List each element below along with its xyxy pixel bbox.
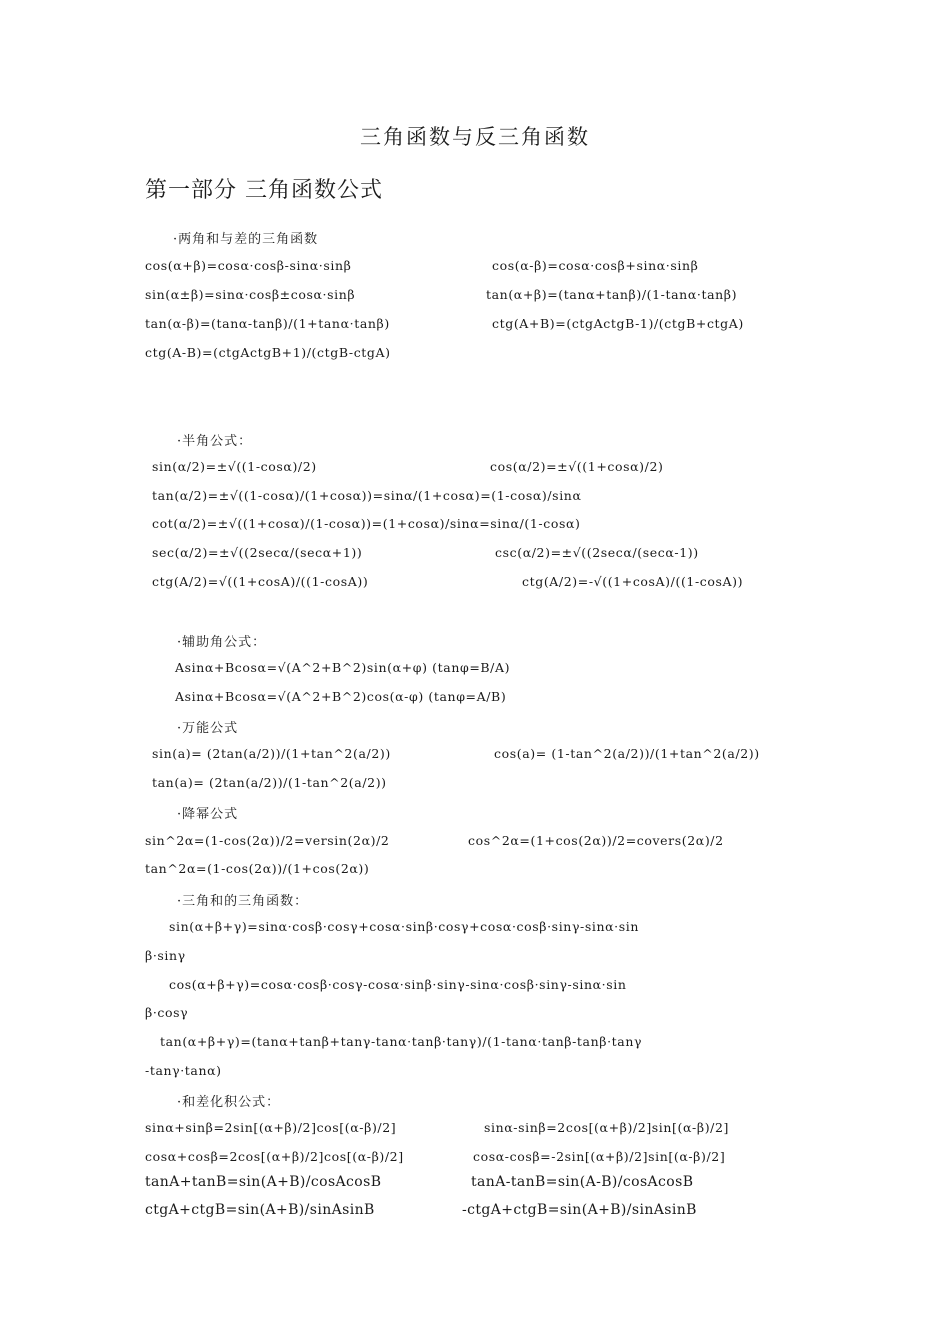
formula-line: β·sinγ xyxy=(145,948,186,963)
formula-line: ctg(A/2)=√((1+cosA)/((1-cosA)) xyxy=(152,574,369,589)
formula-line: tan(α/2)=±√((1-cosα)/(1+cosα))=sinα/(1+cosα)=(1-cosα)/sinα xyxy=(152,488,582,503)
formula-line: cot(α/2)=±√((1+cosα)/(1-cosα))=(1+cosα)/sinα=sinα/(1-cosα) xyxy=(152,516,581,531)
formula-line: sinα+sinβ=2sin[(α+β)/2]cos[(α-β)/2] xyxy=(145,1120,397,1135)
formula-line: cos(α-β)=cosα·cosβ+sinα·sinβ xyxy=(492,258,699,273)
section-heading-power-reduction: ·降幂公式 xyxy=(177,807,239,822)
formula-line: cos(α+β+γ)=cosα·cosβ·cosγ-cosα·sinβ·sinγ-sinα·cosβ·sinγ-sinα·sin xyxy=(169,977,627,992)
formula-line: β·cosγ xyxy=(145,1005,189,1020)
section-heading-sum-to-product: ·和差化积公式： xyxy=(177,1095,281,1110)
formula-line: -tanγ·tanα) xyxy=(145,1063,222,1078)
formula-line: Asinα+Bcosα=√(A^2+B^2)cos(α-φ) (tanφ=A/B) xyxy=(175,689,507,704)
formula-line: ctg(A/2)=-√((1+cosA)/((1-cosA)) xyxy=(522,574,744,589)
formula-line: Asinα+Bcosα=√(A^2+B^2)sin(α+φ) (tanφ=B/A) xyxy=(175,660,511,675)
formula-line: cos(α+β)=cosα·cosβ-sinα·sinβ xyxy=(145,258,352,273)
formula-line: sin(α±β)=sinα·cosβ±cosα·sinβ xyxy=(145,287,356,302)
formula-line: tanA-tanB=sin(A-B)/cosAcosB xyxy=(471,1174,694,1190)
section-heading-universal: ·万能公式 xyxy=(177,721,239,736)
formula-line: cosα+cosβ=2cos[(α+β)/2]cos[(α-β)/2] xyxy=(145,1149,404,1164)
formula-line: tanA+tanB=sin(A+B)/cosAcosB xyxy=(145,1174,382,1190)
formula-line: tan(α+β+γ)=(tanα+tanβ+tanγ-tanα·tanβ·tanγ)/(1-tanα·tanβ-tanβ·tanγ xyxy=(160,1034,643,1049)
part-heading: 第一部分 三角函数公式 xyxy=(145,178,383,203)
section-heading-triple-sum: ·三角和的三角函数： xyxy=(177,894,309,909)
formula-line: sec(α/2)=±√((2secα/(secα+1)) xyxy=(152,545,363,560)
formula-line: sinα-sinβ=2cos[(α+β)/2]sin[(α-β)/2] xyxy=(484,1120,730,1135)
formula-line: cos^2α=(1+cos(2α))/2=covers(2α)/2 xyxy=(468,833,724,848)
formula-line: cosα-cosβ=-2sin[(α+β)/2]sin[(α-β)/2] xyxy=(473,1149,726,1164)
formula-line: cos(α/2)=±√((1+cosα)/2) xyxy=(490,459,664,474)
formula-line: tan(α+β)=(tanα+tanβ)/(1-tanα·tanβ) xyxy=(486,287,738,302)
formula-line: sin^2α=(1-cos(2α))/2=versin(2α)/2 xyxy=(145,833,390,848)
formula-line: sin(a)= (2tan(a/2))/(1+tan^2(a/2)) xyxy=(152,746,391,761)
formula-line: -ctgA+ctgB=sin(A+B)/sinAsinB xyxy=(462,1202,697,1218)
formula-line: ctg(A-B)=(ctgActgB+1)/(ctgB-ctgA) xyxy=(145,345,391,360)
section-heading-half-angle: ·半角公式： xyxy=(177,434,253,449)
formula-line: tan^2α=(1-cos(2α))/(1+cos(2α)) xyxy=(145,861,370,876)
formula-line: tan(α-β)=(tanα-tanβ)/(1+tanα·tanβ) xyxy=(145,316,390,331)
formula-line: cos(a)= (1-tan^2(a/2))/(1+tan^2(a/2)) xyxy=(494,746,760,761)
formula-line: tan(a)= (2tan(a/2))/(1-tan^2(a/2)) xyxy=(152,775,387,790)
document-title: 三角函数与反三角函数 xyxy=(360,125,590,149)
formula-line: csc(α/2)=±√((2secα/(secα-1)) xyxy=(495,545,699,560)
formula-line: sin(α+β+γ)=sinα·cosβ·cosγ+cosα·sinβ·cosγ+cosα·cosβ·sinγ-sinα·sin xyxy=(169,919,639,934)
section-heading-sum-diff: ·两角和与差的三角函数 xyxy=(173,232,319,247)
formula-line: sin(α/2)=±√((1-cosα)/2) xyxy=(152,459,317,474)
formula-line: ctgA+ctgB=sin(A+B)/sinAsinB xyxy=(145,1202,375,1218)
formula-line: ctg(A+B)=(ctgActgB-1)/(ctgB+ctgA) xyxy=(492,316,744,331)
section-heading-auxiliary: ·辅助角公式： xyxy=(177,635,267,650)
